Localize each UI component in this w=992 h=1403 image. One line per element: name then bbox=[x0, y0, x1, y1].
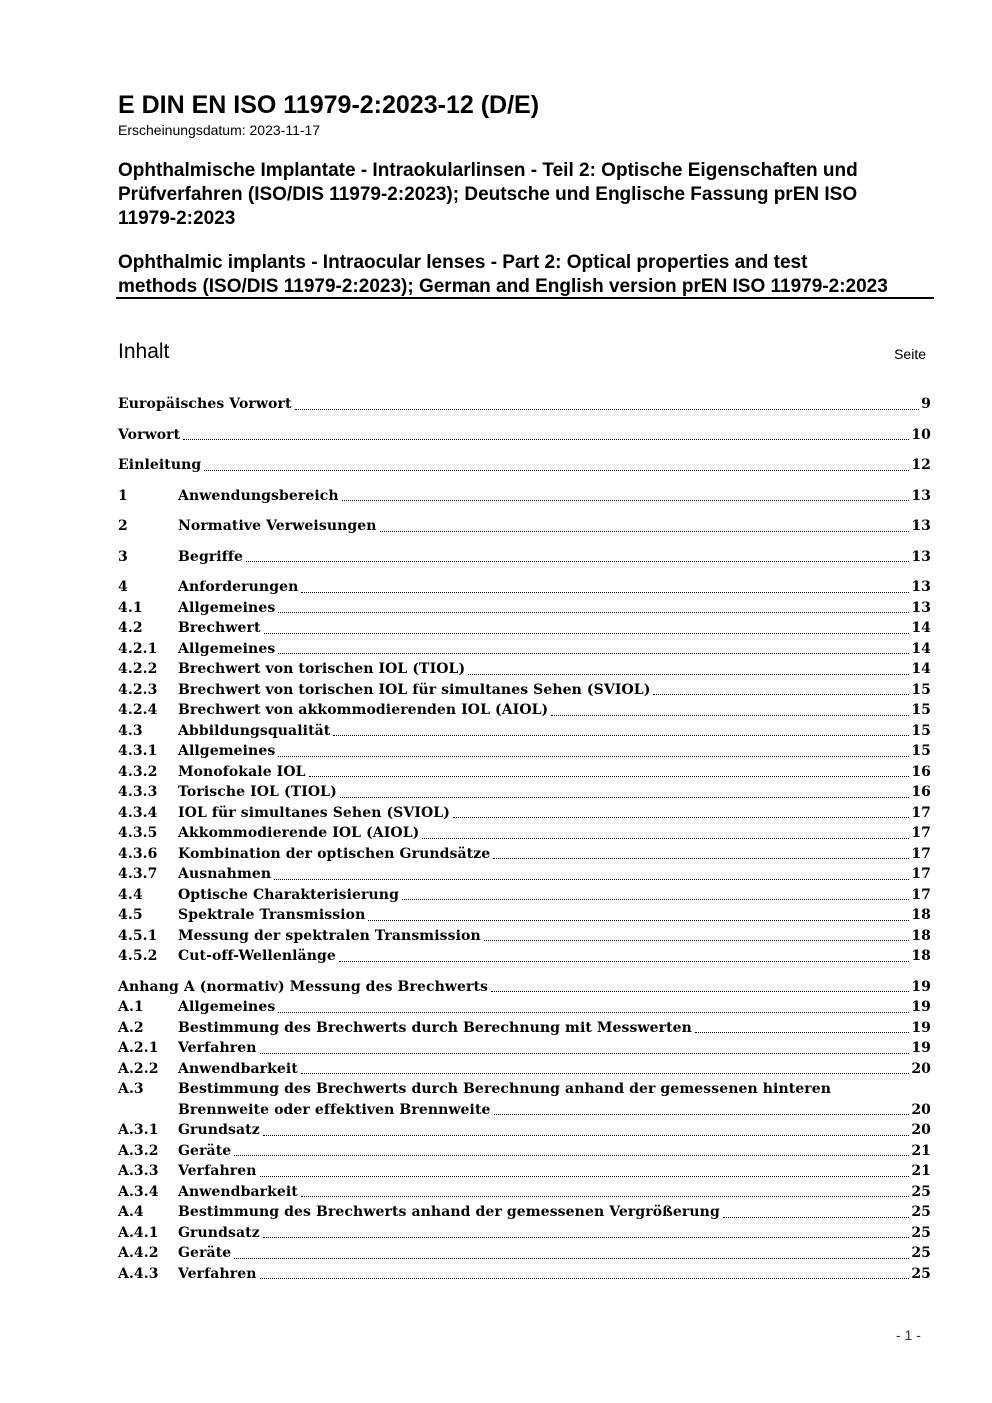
toc-leader-dots bbox=[278, 756, 909, 757]
toc-entry-number: 4 bbox=[118, 579, 128, 595]
toc-entry-number: A.2.2 bbox=[118, 1060, 159, 1077]
toc-leader-dots bbox=[264, 633, 910, 634]
toc-leader-dots bbox=[301, 1196, 909, 1197]
toc-entry-title: Allgemeines bbox=[178, 640, 276, 657]
toc-leader-dots bbox=[333, 735, 909, 736]
toc-entry-number: 4.1 bbox=[118, 599, 143, 616]
toc-entry-title: Monofokale IOL bbox=[178, 763, 306, 780]
toc-entry[interactable] bbox=[118, 455, 931, 476]
toc-entry[interactable] bbox=[118, 844, 931, 865]
toc-entry-title: Allgemeines bbox=[178, 599, 276, 616]
toc-entry-page: 25 bbox=[911, 1204, 931, 1220]
toc-entry-number: A.3.2 bbox=[118, 1142, 159, 1159]
toc-entry-page: 13 bbox=[911, 548, 931, 565]
toc-leader-dots bbox=[183, 439, 909, 440]
toc-entry-title: Abbildungsqualität bbox=[178, 722, 331, 739]
toc-entry[interactable] bbox=[118, 1264, 931, 1285]
toc-entry-title: Anwendungsbereich bbox=[178, 487, 339, 504]
toc-leader-dots bbox=[402, 899, 909, 900]
toc-entry-number: 4.3.3 bbox=[118, 784, 158, 800]
toc-entry-title: Begriffe bbox=[178, 548, 243, 565]
toc-entry-title: Grundsatz bbox=[178, 1224, 260, 1241]
toc-leader-dots bbox=[260, 1053, 910, 1054]
toc-entry[interactable] bbox=[118, 1161, 931, 1182]
toc-entry-number: 4.4 bbox=[118, 886, 143, 903]
toc-entry[interactable] bbox=[118, 823, 931, 844]
title-english bbox=[118, 251, 934, 299]
toc-leader-dots bbox=[234, 1155, 909, 1156]
document-id: E DIN EN ISO 11979-2:2023-12 (D/E) bbox=[118, 91, 540, 119]
toc-entry-page: 21 bbox=[911, 1142, 931, 1159]
toc-entry[interactable] bbox=[118, 1141, 931, 1162]
toc-leader-dots bbox=[339, 961, 909, 962]
toc-entry-number: 4.3.1 bbox=[118, 743, 158, 759]
toc-leader-dots bbox=[274, 879, 909, 880]
toc-entry-page: 17 bbox=[911, 866, 931, 882]
toc-entry-title: Anhang A (normativ) Messung des Brechwerts bbox=[118, 978, 489, 995]
toc-entry[interactable] bbox=[118, 864, 931, 885]
toc-entry[interactable] bbox=[118, 1120, 931, 1141]
toc-entry-number: 4.3.6 bbox=[118, 845, 158, 862]
toc-entry-page: 20 bbox=[911, 1060, 931, 1077]
toc-entry-page: 16 bbox=[911, 763, 931, 780]
title-divider bbox=[116, 297, 934, 299]
toc-entry-title: Messung der spektralen Transmission bbox=[178, 927, 481, 944]
toc-entry-page: 18 bbox=[911, 948, 931, 964]
toc-entry-page: 15 bbox=[911, 681, 931, 698]
toc-entry-number: 4.3.2 bbox=[118, 763, 158, 780]
toc-entry-title: Verfahren bbox=[178, 1265, 257, 1282]
toc-entry[interactable] bbox=[118, 639, 931, 660]
toc-entry[interactable] bbox=[118, 394, 931, 415]
toc-entry-page: 18 bbox=[911, 927, 931, 944]
toc-entry-page: 17 bbox=[911, 825, 931, 841]
toc-entry-title: IOL für simultanes Sehen (SVIOL) bbox=[178, 804, 450, 821]
toc-leader-dots bbox=[453, 817, 909, 818]
toc-leader-dots bbox=[263, 1135, 910, 1136]
toc-entry-title: Bestimmung des Brechwerts durch Berechnung anhand der gemessenen hinteren bbox=[178, 1081, 832, 1097]
toc-entry-title: Grundsatz bbox=[178, 1122, 260, 1138]
toc-entry[interactable] bbox=[118, 1038, 931, 1059]
toc-entry-number: A.3.3 bbox=[118, 1163, 159, 1179]
toc-entry-page: 13 bbox=[911, 599, 931, 616]
toc-leader-dots bbox=[301, 592, 909, 593]
title-german-line: 11979-2:2023 bbox=[118, 208, 236, 229]
toc-entry-title: Verfahren bbox=[178, 1040, 257, 1056]
toc-entry[interactable] bbox=[118, 1059, 931, 1080]
toc-entry-page: 10 bbox=[911, 426, 931, 443]
toc-entry-title: Optische Charakterisierung bbox=[178, 886, 399, 903]
toc-entry[interactable] bbox=[118, 1079, 931, 1120]
toc-entry-title: Kombination der optischen Grundsätze bbox=[178, 845, 491, 862]
toc-entry-title: Brechwert von akkommodierenden IOL (AIOL) bbox=[178, 702, 549, 718]
toc-entry-title: Akkommodierende IOL (AIOL) bbox=[178, 825, 420, 841]
toc-entry[interactable] bbox=[118, 803, 931, 824]
toc-entry-title-continuation bbox=[178, 1100, 931, 1121]
toc-entry[interactable] bbox=[118, 1018, 931, 1039]
toc-entry-number: 4.3 bbox=[118, 722, 143, 739]
toc-entry-page: 15 bbox=[911, 722, 931, 739]
toc-entry-page: 12 bbox=[911, 457, 931, 473]
toc-entry-page: 13 bbox=[911, 487, 931, 504]
toc-entry-number: 4.3.7 bbox=[118, 866, 158, 882]
toc-leader-dots bbox=[723, 1217, 909, 1218]
toc-entry-title: Brechwert von torischen IOL für simultanes Sehen (SVIOL) bbox=[178, 681, 651, 698]
toc-entry-number: A.4.2 bbox=[118, 1245, 159, 1261]
toc-entry-page: 9 bbox=[921, 396, 931, 412]
toc-page-label: Seite bbox=[894, 346, 926, 362]
toc-entry-title: Cut-off-Wellenlänge bbox=[178, 948, 336, 964]
toc-leader-dots bbox=[260, 1176, 910, 1177]
toc-entry-number: 4.2.3 bbox=[118, 681, 158, 698]
toc-entry[interactable] bbox=[118, 946, 931, 967]
toc-leader-dots bbox=[309, 776, 910, 777]
toc-entry-title: Verfahren bbox=[178, 1163, 257, 1179]
toc-leader-dots bbox=[342, 500, 910, 501]
toc-entry[interactable] bbox=[118, 741, 931, 762]
toc-entry-title: Allgemeines bbox=[178, 999, 276, 1015]
toc-entry-number: 4.3.4 bbox=[118, 804, 158, 821]
toc-entry[interactable] bbox=[118, 700, 931, 721]
toc-leader-dots bbox=[301, 1073, 909, 1074]
toc-entry[interactable] bbox=[118, 1182, 931, 1203]
toc-leader-dots bbox=[368, 920, 909, 921]
toc-entry-page: 16 bbox=[911, 784, 931, 800]
toc-entry[interactable] bbox=[118, 516, 931, 537]
toc-leader-dots bbox=[246, 561, 909, 562]
toc-entry-title: Europäisches Vorwort bbox=[118, 396, 292, 412]
toc-entry-number: 4.2.1 bbox=[118, 640, 158, 657]
toc-leader-dots bbox=[295, 409, 920, 410]
toc-leader-dots bbox=[263, 1237, 910, 1238]
toc-entry-page: 15 bbox=[911, 743, 931, 759]
toc-heading: Inhalt bbox=[118, 340, 170, 363]
toc-entry-title: Anwendbarkeit bbox=[178, 1183, 298, 1200]
toc-entry-page: 19 bbox=[911, 999, 931, 1015]
toc-entry-number: 4.5 bbox=[118, 907, 143, 923]
toc-entry[interactable] bbox=[118, 762, 931, 783]
toc-entry[interactable] bbox=[118, 1243, 931, 1264]
toc-entry[interactable] bbox=[118, 547, 931, 568]
toc-entry-number: 4.5.1 bbox=[118, 927, 158, 944]
toc-entry-number: 4.2.2 bbox=[118, 661, 158, 677]
toc-entry[interactable] bbox=[118, 659, 931, 680]
toc-entry-title: Bestimmung des Brechwerts durch Berechnung mit Messwerten bbox=[178, 1019, 692, 1036]
toc-entry[interactable] bbox=[118, 1223, 931, 1244]
toc-entry-page: 17 bbox=[911, 804, 931, 821]
toc-leader-dots bbox=[494, 1114, 910, 1115]
toc-leader-dots bbox=[380, 531, 910, 532]
toc-entry[interactable] bbox=[118, 977, 931, 998]
toc-leader-dots bbox=[484, 940, 910, 941]
toc-entry-number: 4.2.4 bbox=[118, 702, 158, 718]
toc-leader-dots bbox=[234, 1258, 909, 1259]
toc-entry[interactable] bbox=[118, 926, 931, 947]
table-of-contents bbox=[118, 394, 931, 1284]
toc-leader-dots bbox=[278, 653, 909, 654]
toc-entry-page: 13 bbox=[911, 579, 931, 595]
toc-entry-page: 18 bbox=[911, 907, 931, 923]
toc-entry-number: A.2 bbox=[118, 1019, 144, 1036]
toc-entry-title: Bestimmung des Brechwerts anhand der gemessenen Vergrößerung bbox=[178, 1204, 720, 1220]
toc-leader-dots bbox=[491, 991, 909, 992]
toc-entry-page: 25 bbox=[911, 1183, 931, 1200]
toc-leader-dots bbox=[278, 612, 909, 613]
toc-entry-number: 4.5.2 bbox=[118, 948, 158, 964]
toc-entry-page: 14 bbox=[911, 661, 931, 677]
toc-leader-dots bbox=[422, 838, 909, 839]
toc-entry[interactable] bbox=[118, 618, 931, 639]
toc-entry-title: Geräte bbox=[178, 1142, 232, 1159]
toc-entry-number: A.2.1 bbox=[118, 1040, 159, 1056]
toc-entry-number: A.4 bbox=[118, 1204, 144, 1220]
toc-entry-number: 3 bbox=[118, 548, 128, 565]
toc-entry-page: 17 bbox=[911, 886, 931, 903]
toc-entry-page: 20 bbox=[911, 1122, 931, 1138]
toc-leader-dots bbox=[468, 674, 909, 675]
toc-entry[interactable] bbox=[118, 782, 931, 803]
toc-entry-page: 20 bbox=[911, 1101, 931, 1118]
toc-entry-page: 25 bbox=[911, 1265, 931, 1282]
toc-entry-title-block bbox=[178, 1079, 931, 1120]
toc-entry[interactable] bbox=[118, 598, 931, 619]
toc-entry-title: Anwendbarkeit bbox=[178, 1060, 298, 1077]
toc-leader-dots bbox=[493, 858, 909, 859]
toc-entry-title: Brechwert bbox=[178, 620, 261, 636]
toc-leader-dots bbox=[278, 1012, 909, 1013]
toc-entry-number: A.3.1 bbox=[118, 1122, 159, 1138]
toc-entry-title: Torische IOL (TIOL) bbox=[178, 784, 337, 800]
toc-entry-page: 19 bbox=[911, 978, 931, 995]
toc-entry-number: A.1 bbox=[118, 999, 144, 1015]
toc-entry[interactable] bbox=[118, 680, 931, 701]
toc-entry-number: 4.3.5 bbox=[118, 825, 158, 841]
toc-entry-page: 25 bbox=[911, 1245, 931, 1261]
toc-entry-page: 15 bbox=[911, 702, 931, 718]
toc-entry[interactable] bbox=[118, 997, 931, 1018]
toc-leader-dots bbox=[551, 715, 909, 716]
toc-entry-title-line2: Brennweite oder effektiven Brennweite bbox=[178, 1101, 491, 1118]
toc-entry-title: Vorwort bbox=[118, 426, 181, 443]
toc-entry-title: Einleitung bbox=[118, 457, 202, 473]
toc-leader-dots bbox=[260, 1278, 910, 1279]
toc-leader-dots bbox=[340, 797, 909, 798]
toc-entry[interactable] bbox=[118, 905, 931, 926]
toc-entry-page: 19 bbox=[911, 1040, 931, 1056]
toc-entry[interactable] bbox=[118, 1202, 931, 1223]
toc-entry-number: 2 bbox=[118, 518, 128, 534]
toc-entry-page: 25 bbox=[911, 1224, 931, 1241]
title-german-line: Ophthalmische Implantate - Intraokularlinsen - Teil 2: Optische Eigenschaften und bbox=[118, 160, 858, 181]
toc-entry-page: 19 bbox=[911, 1019, 931, 1036]
toc-entry-number: A.4.1 bbox=[118, 1224, 159, 1241]
toc-entry-title: Anforderungen bbox=[178, 579, 299, 595]
toc-leader-dots bbox=[653, 694, 909, 695]
publication-date: Erscheinungsdatum: 2023-11-17 bbox=[118, 122, 321, 138]
toc-entry-page: 14 bbox=[911, 620, 931, 636]
toc-entry-title: Geräte bbox=[178, 1245, 232, 1261]
toc-entry-number: 4.2 bbox=[118, 620, 143, 636]
toc-entry[interactable] bbox=[118, 486, 931, 507]
title-german bbox=[118, 159, 918, 231]
toc-entry-number: A.4.3 bbox=[118, 1265, 159, 1282]
toc-entry[interactable] bbox=[118, 721, 931, 742]
title-german-line: Prüfverfahren (ISO/DIS 11979-2:2023); Deutsche und Englische Fassung prEN ISO bbox=[118, 184, 858, 205]
toc-entry-number: 1 bbox=[118, 487, 128, 504]
toc-entry-title: Allgemeines bbox=[178, 743, 276, 759]
toc-entry-number: A.3.4 bbox=[118, 1183, 159, 1200]
toc-entry-title: Spektrale Transmission bbox=[178, 907, 366, 923]
toc-entry-title: Ausnahmen bbox=[178, 866, 272, 882]
toc-entry[interactable] bbox=[118, 885, 931, 906]
toc-leader-dots bbox=[695, 1032, 909, 1033]
toc-entry-number: A.3 bbox=[118, 1081, 144, 1097]
toc-entry-page: 21 bbox=[911, 1163, 931, 1179]
toc-entry-page: 14 bbox=[911, 640, 931, 657]
title-english-line: methods (ISO/DIS 11979-2:2023); German and English version prEN ISO 11979-2:2023 bbox=[118, 276, 888, 297]
toc-leader-dots bbox=[204, 470, 909, 471]
page-number: - 1 - bbox=[896, 1327, 921, 1343]
toc-entry-title: Normative Verweisungen bbox=[178, 518, 377, 534]
toc-entry-page: 13 bbox=[911, 518, 931, 534]
toc-entry-title: Brechwert von torischen IOL (TIOL) bbox=[178, 661, 466, 677]
toc-entry[interactable] bbox=[118, 425, 931, 446]
title-english-line: Ophthalmic implants - Intraocular lenses - Part 2: Optical properties and test bbox=[118, 252, 808, 273]
toc-entry-page: 17 bbox=[911, 845, 931, 862]
toc-entry[interactable] bbox=[118, 577, 931, 598]
